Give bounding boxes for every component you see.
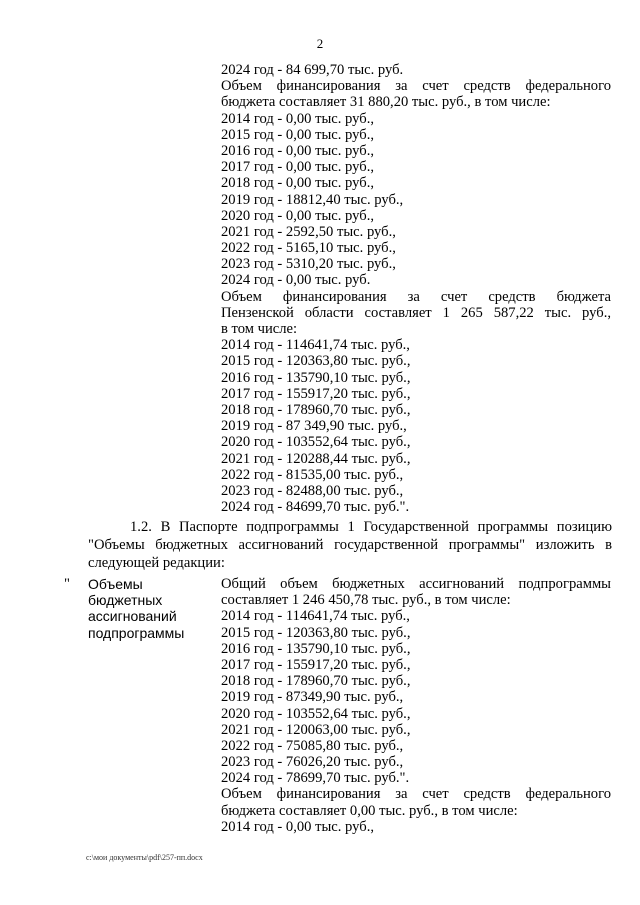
- text-line: 2017 год - 155917,20 тыс. руб.,: [221, 385, 411, 402]
- label-line: ассигнований: [88, 608, 177, 625]
- text-line: 2023 год - 76026,20 тыс. руб.,: [221, 754, 404, 771]
- label-line: бюджетных: [88, 592, 163, 609]
- text-line: 2014 год - 0,00 тыс. руб.,: [221, 818, 374, 835]
- page-number: 2: [316, 36, 324, 51]
- text-line: в том числе:: [221, 321, 298, 337]
- text-line: 2024 год - 0,00 тыс. руб.: [221, 272, 371, 289]
- text-line: 2020 год - 103552,64 тыс. руб.,: [221, 434, 411, 451]
- text-line: Объем финансирования за счет средств бюджета: [221, 288, 611, 305]
- text-line: Объем финансирования за счет средств федерального: [221, 78, 611, 95]
- text-line: 2015 год - 120363,80 тыс. руб.,: [221, 353, 411, 370]
- text-line: Пензенской области составляет 1 265 587,22 тыс. руб.,: [221, 304, 611, 321]
- text-line: 2017 год - 0,00 тыс. руб.,: [221, 159, 374, 176]
- subprogram-funding-label: [88, 576, 208, 641]
- text-line: 2017 год - 155917,20 тыс. руб.,: [221, 656, 411, 673]
- text-line: 2018 год - 178960,70 тыс. руб.,: [221, 673, 411, 690]
- text-line: 2021 год - 120063,00 тыс. руб.,: [221, 721, 411, 738]
- top-funding-block: [221, 62, 611, 515]
- amendment-paragraph: [88, 518, 612, 572]
- text-line: 2023 год - 5310,20 тыс. руб.,: [221, 256, 396, 273]
- opening-quote: ": [64, 576, 70, 592]
- file-path-footer: c:\мои документы\pdf\257-пп.docx: [86, 853, 203, 862]
- text-line: 2019 год - 18812,40 тыс. руб.,: [221, 191, 404, 208]
- text-line: 2014 год - 0,00 тыс. руб.,: [221, 110, 374, 127]
- text-line: 2019 год - 87349,90 тыс. руб.,: [221, 689, 404, 706]
- paragraph-line: "Объемы бюджетных ассигнований государственной программы" изложить в: [88, 537, 612, 553]
- text-line: 2020 год - 103552,64 тыс. руб.,: [221, 705, 411, 722]
- text-line: 2022 год - 81535,00 тыс. руб.,: [221, 466, 404, 483]
- text-line: 2023 год - 82488,00 тыс. руб.,: [221, 482, 404, 499]
- text-line: 2022 год - 5165,10 тыс. руб.,: [221, 240, 396, 257]
- paragraph-line: следующей редакции:: [88, 555, 225, 571]
- text-line: 2022 год - 75085,80 тыс. руб.,: [221, 737, 404, 754]
- text-line: 2018 год - 178960,70 тыс. руб.,: [221, 401, 411, 418]
- text-line: 2014 год - 114641,74 тыс. руб.,: [221, 337, 410, 354]
- paragraph-line: 1.2. В Паспорте подпрограммы 1 Государственной программы позицию: [130, 519, 612, 535]
- text-line: 2021 год - 120288,44 тыс. руб.,: [221, 450, 411, 467]
- text-line: 2024 год - 84 699,70 тыс. руб.: [221, 62, 404, 78]
- text-line: бюджета составляет 31 880,20 тыс. руб., в том числе:: [221, 94, 551, 111]
- text-line: Общий объем бюджетных ассигнований подпрограммы: [221, 576, 611, 592]
- text-line: 2021 год - 2592,50 тыс. руб.,: [221, 223, 396, 240]
- text-line: 2024 год - 78699,70 тыс. руб.".: [221, 770, 410, 787]
- text-line: 2015 год - 0,00 тыс. руб.,: [221, 126, 374, 143]
- text-line: 2016 год - 0,00 тыс. руб.,: [221, 142, 374, 159]
- label-line: подпрограммы: [88, 624, 185, 641]
- text-line: 2024 год - 84699,70 тыс. руб.".: [221, 499, 410, 516]
- text-line: Объем финансирования за счет средств федерального: [221, 786, 611, 803]
- text-line: бюджета составляет 0,00 тыс. руб., в том числе:: [221, 802, 518, 819]
- text-line: составляет 1 246 450,78 тыс. руб., в том числе:: [221, 592, 511, 609]
- text-line: 2014 год - 114641,74 тыс. руб.,: [221, 608, 410, 625]
- text-line: 2020 год - 0,00 тыс. руб.,: [221, 207, 374, 224]
- text-line: 2019 год - 87 349,90 тыс. руб.,: [221, 418, 407, 435]
- text-line: 2015 год - 120363,80 тыс. руб.,: [221, 624, 411, 641]
- bottom-funding-block: [221, 576, 611, 835]
- text-line: 2016 год - 135790,10 тыс. руб.,: [221, 640, 411, 657]
- label-line: Объемы: [88, 576, 143, 592]
- text-line: 2018 год - 0,00 тыс. руб.,: [221, 175, 374, 192]
- text-line: 2016 год - 135790,10 тыс. руб.,: [221, 369, 411, 386]
